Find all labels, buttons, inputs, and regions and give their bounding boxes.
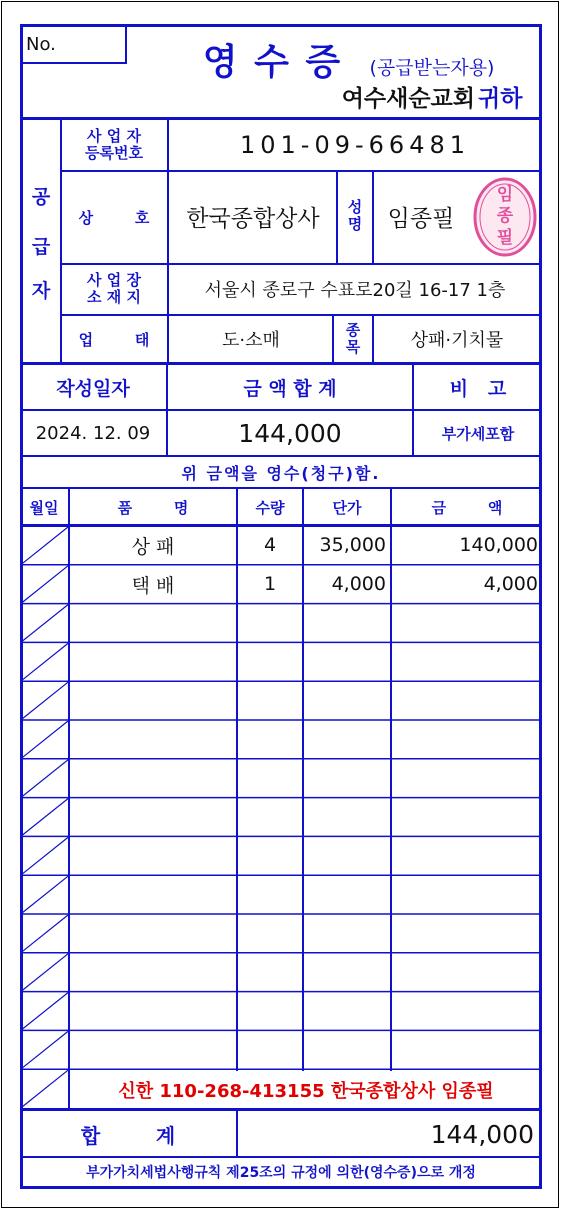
name-value: 임종필: [387, 205, 455, 232]
date-value: 2024. 12. 09: [35, 422, 151, 444]
regulation-note: 부가가치세법사행규칙 제25조의 규정에 의한(영수증)으로 개정: [86, 1165, 476, 1181]
col-header-item: 품 명: [117, 498, 189, 517]
date-slash: [22, 837, 68, 874]
item-unit-price: 4,000: [331, 573, 386, 595]
bank-account-note: 신한 110-268-413155 한국종합상사 임종필: [118, 1081, 494, 1102]
recipient-name: 여수새순교회: [341, 85, 475, 112]
sum-value: 144,000: [430, 1119, 534, 1149]
seal-char: 종: [496, 206, 514, 227]
date-slash: [22, 876, 68, 913]
divider: [236, 1110, 238, 1156]
business-item-label-char: 종: [345, 320, 361, 339]
item-qty: 1: [263, 573, 277, 595]
business-type-label: 업 태: [78, 330, 150, 349]
item-amount: 140,000: [459, 534, 538, 556]
company-label: 상 호: [78, 208, 150, 227]
address-label-line: 사 업 장: [87, 270, 141, 289]
date-slash: [22, 682, 68, 719]
date-slash: [22, 721, 68, 758]
reg-no-value: 101-09-66481: [239, 131, 470, 159]
business-type-value: 도·소매: [222, 330, 280, 351]
item-name: 상 패: [131, 535, 175, 558]
col-header-qty: 수량: [255, 498, 285, 517]
col-header-unit-price: 단가: [332, 498, 362, 517]
date-slash: [22, 915, 68, 952]
seal-char: 임: [496, 185, 514, 206]
total-label: 금 액 합 계: [243, 377, 337, 400]
total-value: 144,000: [238, 418, 342, 448]
business-item-label-char: 목: [345, 338, 361, 356]
date-slash: [22, 566, 68, 603]
sum-label: 합 계: [80, 1123, 176, 1148]
date-slash: [22, 993, 68, 1030]
supplier-label-char: 자: [31, 279, 51, 302]
address-label-line: 소 재 지: [87, 288, 141, 306]
supplier-label-char: 공: [31, 185, 51, 208]
seal-char: 필: [496, 227, 514, 248]
note-value: 부가세포함: [441, 424, 515, 443]
receipt-statement: 위 금액을 영수(청구)함.: [181, 463, 381, 483]
date-slash: [22, 527, 68, 564]
date-slash: [22, 954, 68, 991]
item-name: 택 배: [131, 574, 175, 597]
item-amount: 4,000: [483, 573, 538, 595]
item-qty: 4: [263, 534, 277, 556]
name-label-char: 성: [347, 197, 363, 216]
date-slash: [22, 1031, 68, 1068]
divider: [20, 1108, 542, 1111]
recipient-honorific: 귀하: [478, 85, 523, 112]
address-value: 서울시 종로구 수표로20길 16-17 1층: [204, 280, 506, 301]
item-unit-price: 35,000: [319, 534, 386, 556]
col-header-amount: 금 액: [431, 498, 503, 517]
date-slash: [22, 643, 68, 680]
receipt-subtitle: (공급받는자용): [369, 56, 495, 79]
no-label: No.: [26, 33, 56, 55]
name-label-char: 명: [347, 215, 363, 233]
receipt-title: 영 수 증: [202, 41, 343, 83]
date-slash: [22, 760, 68, 797]
business-item-value: 상패·기치물: [410, 330, 504, 351]
reg-no-label-line: 사 업 자: [87, 126, 141, 145]
col-header-date: 월일: [29, 498, 59, 517]
note-label: 비 고: [449, 377, 507, 400]
date-label: 작성일자: [56, 377, 130, 400]
date-slash: [22, 605, 68, 642]
date-slash: [22, 1070, 68, 1107]
reg-no-label-line: 등록번호: [85, 144, 143, 162]
company-value: 한국종합상사: [186, 205, 320, 232]
date-slash: [22, 799, 68, 836]
supplier-label-char: 급: [31, 235, 51, 258]
